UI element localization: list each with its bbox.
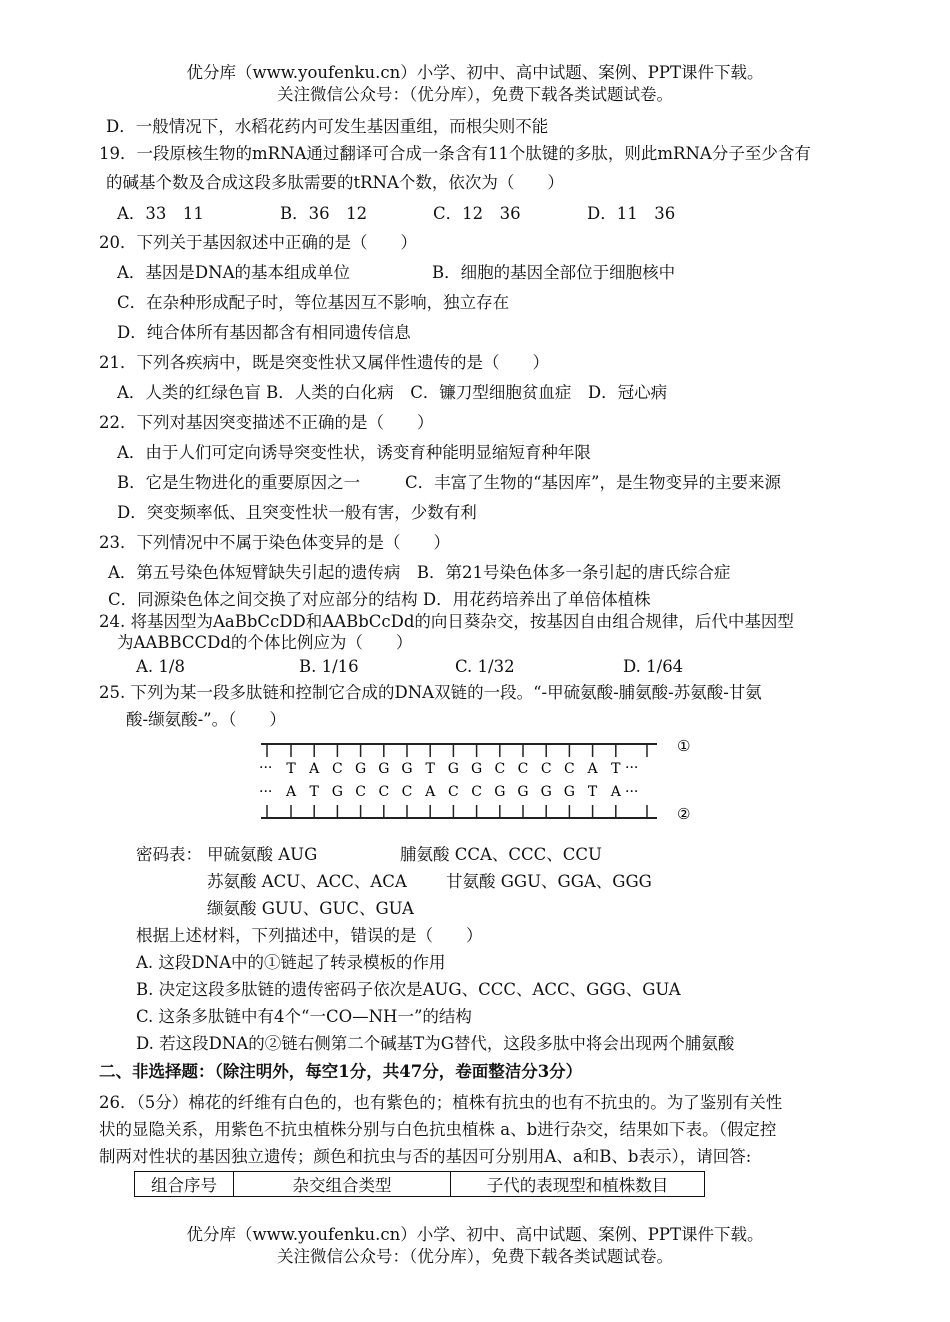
strand-2-label: ② bbox=[677, 805, 691, 823]
q25-option-d: D. 若这段DNA的②链右侧第二个碱基T为G替代，这段多肽中将会出现两个脯氨酸 bbox=[136, 1034, 735, 1053]
q22-option-c: C．丰富了生物的“基因库”，是生物变异的主要来源 bbox=[405, 473, 781, 492]
q20-option-b: B．细胞的基因全部位于细胞核中 bbox=[432, 263, 676, 282]
strand-2-base: G bbox=[517, 784, 529, 800]
q26-line-2: 状的显隐关系，用紫色不抗虫植株分别与白色抗虫植株 a、b进行杂交，结果如下表。（假定控 bbox=[99, 1120, 777, 1139]
strand-2-base: G bbox=[331, 784, 343, 800]
q22-option-a: A．由于人们可定向诱导突变性状，诱变育种能明显缩短育种年限 bbox=[117, 443, 591, 462]
strand-1-base: C bbox=[540, 761, 552, 777]
q20-option-c: C．在杂种形成配子时，等位基因互不影响，独立存在 bbox=[117, 293, 510, 312]
q25-option-c: C. 这条多肽链中有4个“一CO—NH一”的结构 bbox=[136, 1007, 472, 1026]
strand-1-left-ellipsis: ··· bbox=[259, 760, 273, 776]
q24-stem-line-1: 24. 将基因型为AaBbCcDD和AABbCcDd的向日葵杂交，按基因自由组合规律，后代中基因型 bbox=[99, 612, 794, 631]
strand-2-base: C bbox=[401, 784, 413, 800]
codon-thr: 苏氨酸 ACU、ACC、ACA bbox=[207, 872, 407, 891]
q19-option-c: C．12 36 bbox=[433, 204, 521, 223]
strand-2-bases bbox=[285, 784, 622, 800]
strand-1-base: G bbox=[471, 761, 483, 777]
strand-1-label: ① bbox=[677, 737, 691, 755]
q20-option-d: D．纯合体所有基因都含有相同遗传信息 bbox=[117, 323, 411, 342]
strand-1-base: C bbox=[494, 761, 506, 777]
q26-line-3: 制两对性状的基因独立遗传；颜色和抗虫与否的基因可分别用A、a和B、b表示），请回答: bbox=[99, 1147, 752, 1166]
strand-2-right-ellipsis: ··· bbox=[625, 784, 639, 800]
q22-stem: 22．下列对基因突变描述不正确的是（ ） bbox=[99, 413, 434, 432]
strand-2-left-ellipsis: ··· bbox=[259, 784, 273, 800]
strand-2-base: C bbox=[448, 784, 459, 800]
strand-1-bases bbox=[286, 761, 621, 777]
strand-2-base: A bbox=[425, 784, 436, 800]
q19-stem-line-2: 的碱基个数及合成这段多肽需要的tRNA个数，依次为（ ） bbox=[106, 173, 564, 192]
q18-option-d: D．一般情况下，水稻花药内可发生基因重组，而根尖则不能 bbox=[106, 117, 549, 136]
strand-2-base: T bbox=[587, 784, 598, 800]
footer-line-2: 关注微信公众号：（优分库），免费下载各类试题试卷。 bbox=[277, 1247, 673, 1266]
strand-1-base: T bbox=[611, 761, 621, 777]
q20-stem: 20．下列关于基因叙述中正确的是（ ） bbox=[99, 233, 417, 252]
strand-2-ticks bbox=[267, 805, 647, 818]
strand-1-base: C bbox=[332, 761, 343, 777]
q20-option-a: A．基因是DNA的基本组成单位 bbox=[117, 263, 350, 282]
q24-option-d: D. 1/64 bbox=[623, 657, 684, 676]
q25-option-a: A. 这段DNA中的①链起了转录模板的作用 bbox=[136, 953, 446, 972]
q24-option-a: A. 1/8 bbox=[136, 657, 185, 676]
table-header-cell: 杂交组合类型 bbox=[234, 1172, 451, 1197]
strand-1-base: G bbox=[378, 761, 390, 777]
strand-1-base: T bbox=[286, 761, 296, 777]
codon-pro: 脯氨酸 CCA、CCC、CCU bbox=[400, 845, 602, 864]
codon-met: 甲硫氨酸 AUG bbox=[207, 845, 318, 864]
strand-2-base: G bbox=[540, 784, 552, 800]
strand-1-base: G bbox=[447, 761, 459, 777]
strand-2-base: G bbox=[494, 784, 506, 800]
table-header-cell: 组合序号 bbox=[135, 1172, 234, 1197]
q25-stem-line-1: 25. 下列为某一段多肽链和控制它合成的DNA双链的一段。“-甲硫氨酸-脯氨酸-苏氨酸-甘氨 bbox=[99, 683, 762, 702]
codon-table-title: 密码表： bbox=[136, 845, 202, 864]
q21-stem: 21．下列各疾病中，既是突变性状又属伴性遗传的是（ ） bbox=[99, 353, 549, 372]
strand-1-base: G bbox=[355, 761, 367, 777]
strand-1-base: T bbox=[425, 761, 435, 777]
strand-2-base: C bbox=[355, 784, 366, 800]
strand-1-base: G bbox=[401, 761, 413, 777]
q25-stem-line-2: 酸-缬氨酸-”。（ ） bbox=[126, 710, 286, 729]
strand-2-base: C bbox=[378, 784, 390, 800]
strand-1-right-ellipsis: ··· bbox=[625, 760, 639, 776]
strand-1-base: A bbox=[587, 761, 598, 777]
q22-option-d: D．突变频率低、且突变性状一般有害，少数有利 bbox=[117, 503, 477, 522]
header-line-2: 关注微信公众号：（优分库），免费下载各类试题试卷。 bbox=[277, 85, 673, 104]
q26-line-1: 26．（5分）棉花的纤维有白色的，也有紫色的；植株有抗虫的也有不抗虫的。为了鉴别有关性 bbox=[99, 1093, 783, 1112]
q26-table bbox=[134, 1171, 705, 1197]
strand-1-base: A bbox=[309, 761, 320, 777]
q19-option-b: B．36 12 bbox=[280, 204, 368, 223]
table-header-row bbox=[135, 1172, 705, 1197]
q19-stem-line-1: 19．一段原核生物的mRNA通过翻译可合成一条含有11个肽键的多肽，则此mRNA分子至少含有 bbox=[99, 144, 811, 163]
strand-1-base: C bbox=[517, 761, 529, 777]
strand-1-base: C bbox=[564, 761, 575, 777]
strand-2-base: A bbox=[610, 784, 621, 800]
q24-option-b: B. 1/16 bbox=[299, 657, 359, 676]
q23-options-cd: C．同源染色体之间交换了对应部分的结构 D．用花药培养出了单倍体植株 bbox=[108, 590, 651, 609]
footer-line-1: 优分库（www.youfenku.cn）小学、初中、高中试题、案例、PPT课件下载。 bbox=[186, 1225, 764, 1244]
q23-stem: 23．下列情况中不属于染色体变异的是（ ） bbox=[99, 533, 450, 552]
q24-stem-line-2: 为AABBCCDd的个体比例应为（ ） bbox=[117, 633, 413, 652]
q23-options-ab: A．第五号染色体短臂缺失引起的遗传病 B．第21号染色体多一条引起的唐氏综合症 bbox=[108, 563, 731, 582]
q21-options: A．人类的红绿色盲 B．人类的白化病 C．镰刀型细胞贫血症 D．冠心病 bbox=[117, 383, 668, 402]
q19-option-a: A．33 11 bbox=[117, 204, 204, 223]
strand-2-base: G bbox=[563, 784, 575, 800]
strand-2-base: T bbox=[309, 784, 319, 800]
strand-2-base: A bbox=[285, 784, 297, 800]
section-2-title: 二、非选择题：（除注明外，每空1分，共47分，卷面整洁分3分） bbox=[99, 1062, 583, 1081]
q24-option-c: C. 1/32 bbox=[455, 657, 515, 676]
codon-val: 缬氨酸 GUU、GUC、GUA bbox=[207, 899, 414, 918]
header-line-1: 优分库（www.youfenku.cn）小学、初中、高中试题、案例、PPT课件下载。 bbox=[186, 63, 764, 82]
table-header-cell: 子代的表现型和植株数目 bbox=[451, 1172, 705, 1197]
q19-option-d: D．11 36 bbox=[587, 204, 676, 223]
strand-1-ticks bbox=[267, 744, 647, 757]
strand-2-base: C bbox=[471, 784, 482, 800]
q25-ask: 根据上述材料，下列描述中，错误的是（ ） bbox=[136, 926, 483, 945]
codon-gly: 甘氨酸 GGU、GGA、GGG bbox=[446, 872, 652, 891]
dna-double-strand-figure bbox=[255, 735, 705, 825]
q25-option-b: B. 决定这段多肽链的遗传密码子依次是AUG、CCC、ACC、GGG、GUA bbox=[136, 980, 681, 999]
q22-option-b: B．它是生物进化的重要原因之一 bbox=[117, 473, 361, 492]
